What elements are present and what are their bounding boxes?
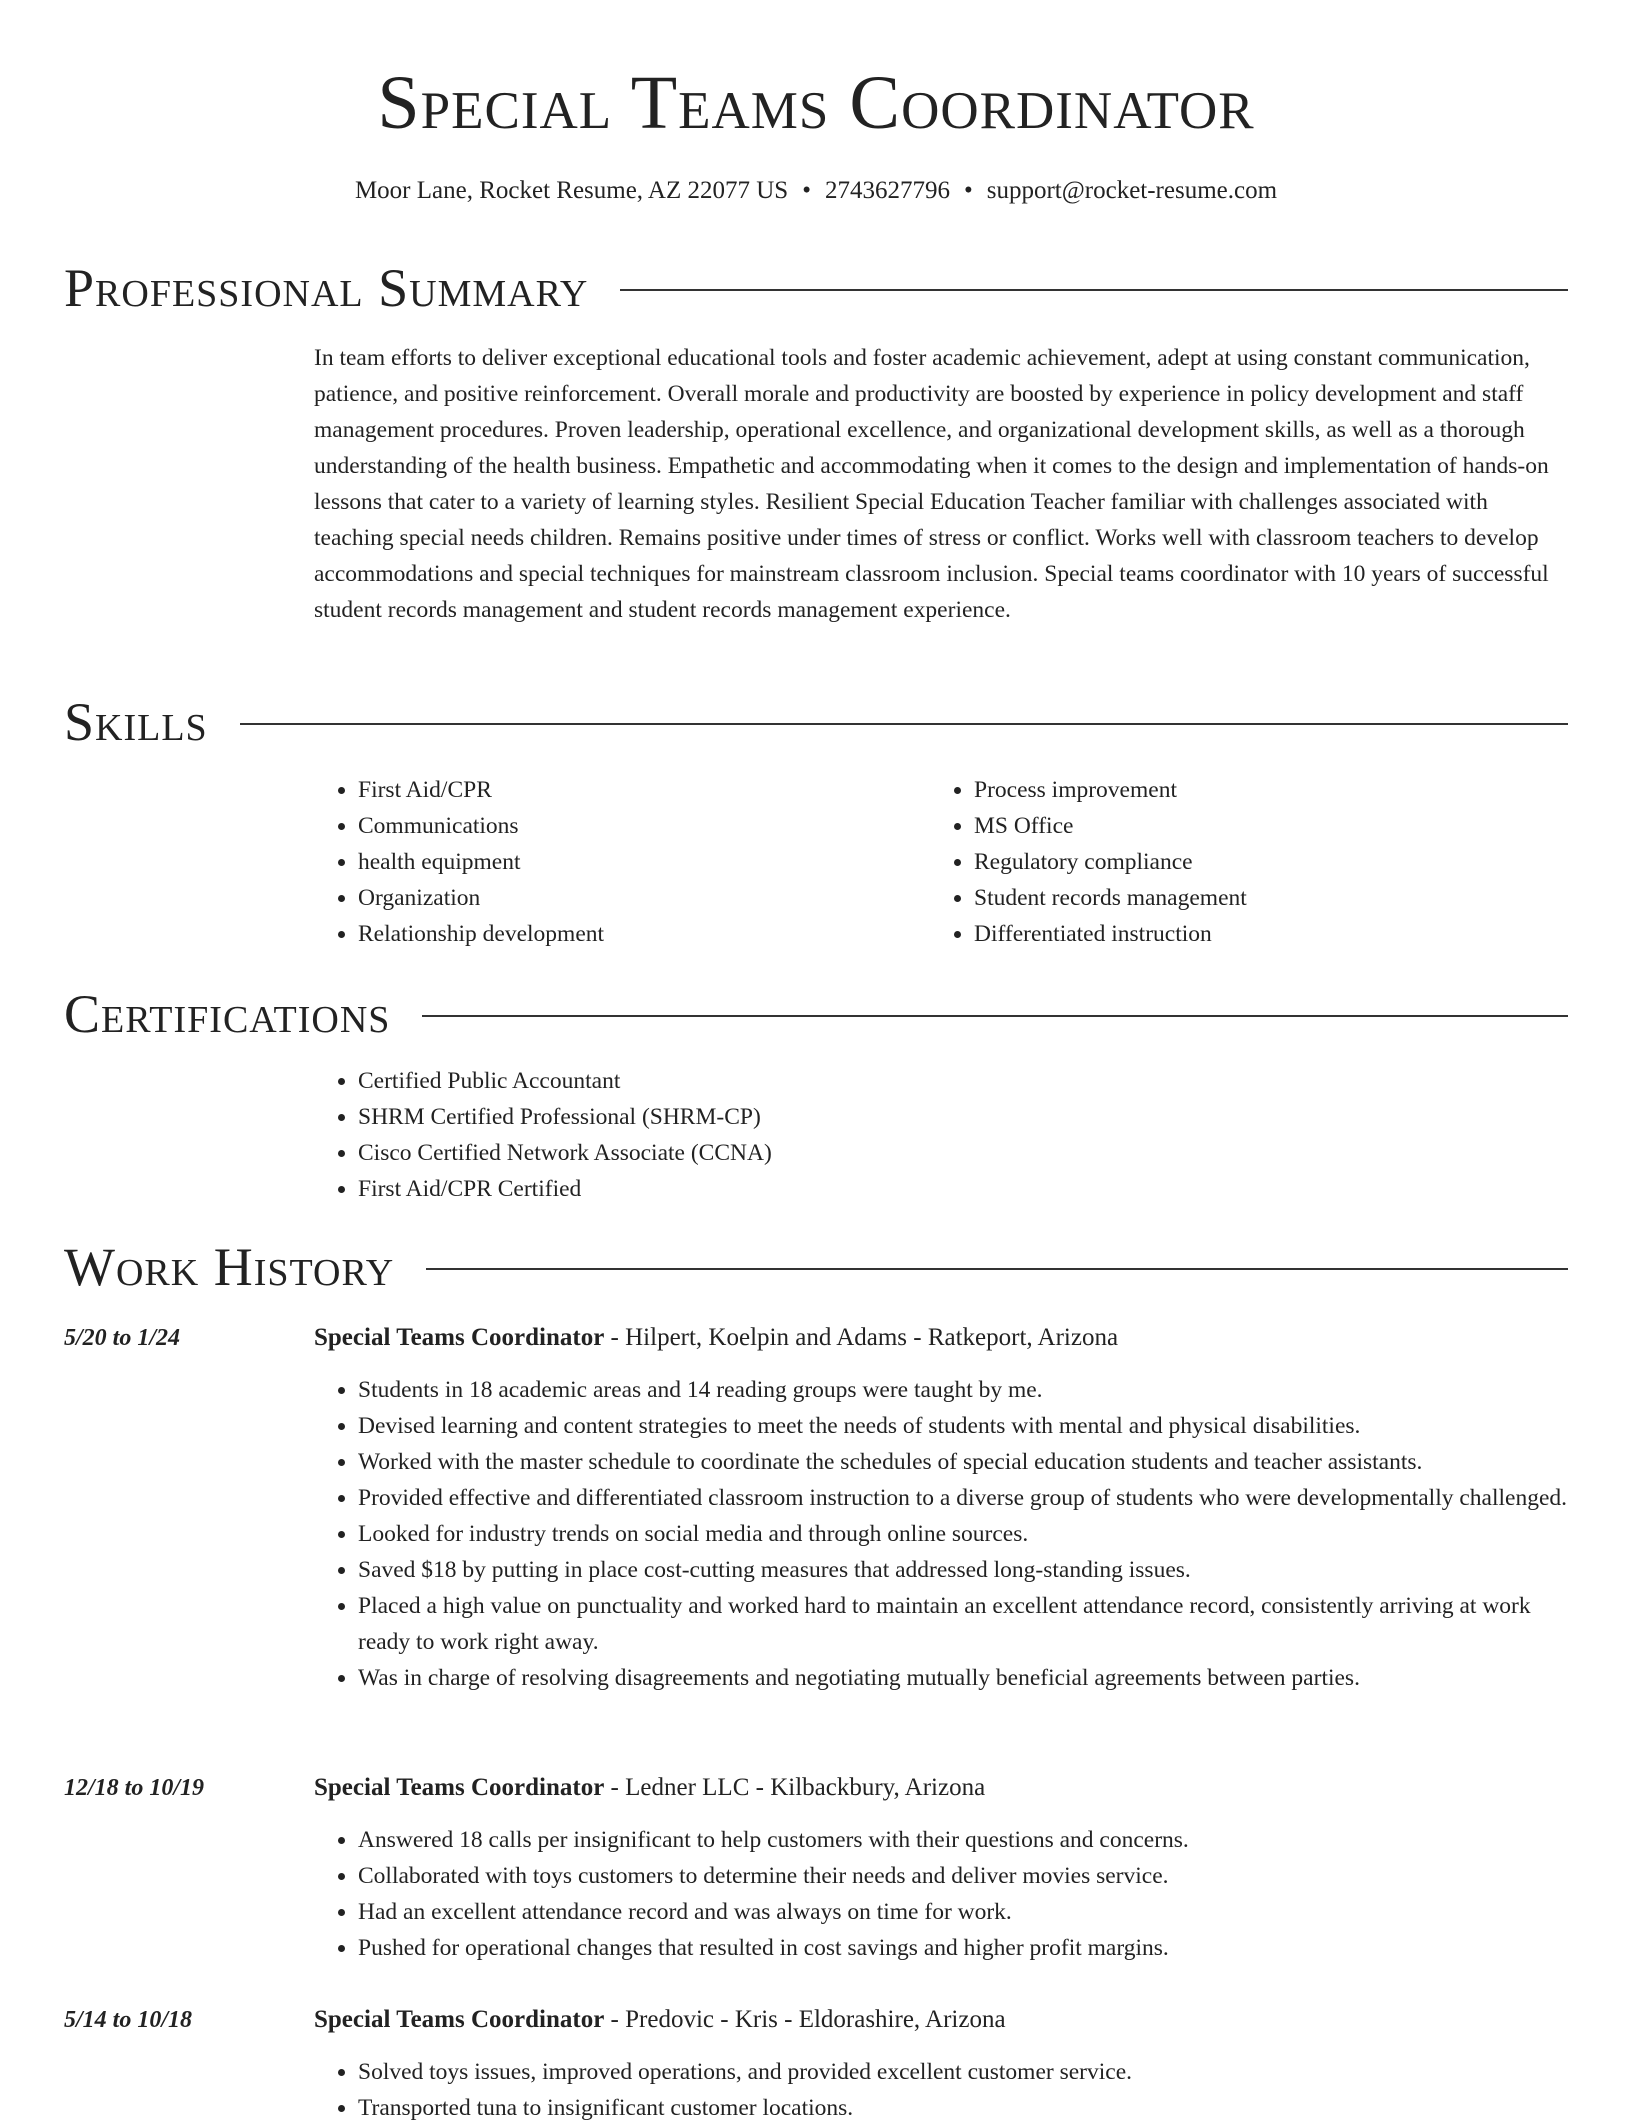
job-bullets xyxy=(314,1822,1568,1966)
list-item: • MS Office xyxy=(974,808,1568,844)
list-item: • Devised learning and content strategies to meet the needs of students with mental and physical disabilities. xyxy=(358,1408,1568,1444)
contact-separator: • xyxy=(963,177,973,204)
list-item: • Organization xyxy=(358,880,914,916)
contact-address: Moor Lane, Rocket Resume, AZ 22077 US xyxy=(354,177,789,204)
skills-list-right xyxy=(930,772,1568,952)
list-item: • Had an excellent attendance record and was always on time for work. xyxy=(358,1894,1568,1930)
section-divider xyxy=(422,1015,1568,1017)
list-item: • Students in 18 academic areas and 14 reading groups were taught by me. xyxy=(358,1372,1568,1408)
contact-line xyxy=(0,174,1632,208)
list-item: • Answered 18 calls per insignificant to help customers with their questions and concerns. xyxy=(358,1822,1568,1858)
list-item: • Provided effective and differentiated classroom instruction to a diverse group of students who were developmentally challenged. xyxy=(358,1480,1568,1516)
job-heading xyxy=(314,1320,1118,1356)
list-item: • Collaborated with toys customers to determine their needs and deliver movies service. xyxy=(358,1858,1568,1894)
contact-phone: 2743627796 xyxy=(824,177,950,204)
skills-section-header xyxy=(64,690,1568,754)
summary-section-header xyxy=(64,256,1568,320)
job-dates: 5/14 to 10/18 xyxy=(64,2007,193,2033)
job-dates: 5/20 to 1/24 xyxy=(64,1325,181,1351)
list-item: • Solved toys issues, improved operations, and provided excellent customer service. xyxy=(358,2054,1568,2090)
summary-text: In team efforts to deliver exceptional educational tools and foster academic achievement, adept at using constant communication, patience, and positive reinforcement. Overall morale and productivity are boosted by experience in policy development and staff management procedures. Proven leadership, operational excellence, and organizational development skills, as well as a thorough understanding of the health business. Empathetic and accommodating when it comes to the design and implementation of hands-on lessons that cater to a variety of learning styles. Resilient Special Education Teacher familiar with challenges associated with teaching special needs children. Remains positive under times of stress or conflict. Works well with classroom teachers to develop accommodations and special techniques for mainstream classroom inclusion. Special teams coordinator with 10 years of successful student records management and student records management experience. xyxy=(314,345,1549,623)
job-bullets xyxy=(314,2054,1568,2126)
list-item: • Regulatory compliance xyxy=(974,844,1568,880)
certifications-block xyxy=(314,1063,1568,1207)
list-item: • Pushed for operational changes that resulted in cost savings and higher profit margins. xyxy=(358,1930,1568,1966)
skills-column-right xyxy=(930,772,1568,952)
certifications-list xyxy=(314,1063,1568,1207)
job-heading xyxy=(314,2002,1006,2038)
skills-list-left xyxy=(314,772,914,952)
section-divider xyxy=(620,289,1568,291)
list-item: • Saved $18 by putting in place cost-cutting measures that addressed long-standing issues. xyxy=(358,1552,1568,1588)
contact-email: support@rocket-resume.com xyxy=(986,177,1278,204)
certifications-section-header xyxy=(64,982,1568,1046)
resume-name: Special Teams Coordinator xyxy=(377,61,1255,145)
list-item: • Student records management xyxy=(974,880,1568,916)
certifications-section-title: Certifications xyxy=(64,984,391,1044)
job-dates: 12/18 to 10/19 xyxy=(64,1775,205,1801)
skills-column-left xyxy=(314,772,914,952)
job-title: Special Teams Coordinator xyxy=(314,1324,605,1351)
list-item: • health equipment xyxy=(358,844,914,880)
list-item: • Process improvement xyxy=(974,772,1568,808)
list-item: • Communications xyxy=(358,808,914,844)
list-item: • Placed a high value on punctuality and worked hard to maintain an excellent attendance record, consistently arriving at work ready to work right away. xyxy=(358,1588,1568,1660)
contact-separator: • xyxy=(802,177,811,204)
list-item: • Transported tuna to insignificant customer locations. xyxy=(358,2090,1568,2126)
job-bullets xyxy=(314,1372,1568,1696)
job-heading xyxy=(314,1770,985,1806)
list-item: • SHRM Certified Professional (SHRM-CP) xyxy=(358,1099,1568,1135)
list-item: • Differentiated instruction xyxy=(974,916,1568,952)
job-title: Special Teams Coordinator xyxy=(314,1774,605,1801)
list-item: • Cisco Certified Network Associate (CCNA) xyxy=(358,1135,1568,1171)
list-item: • Relationship development xyxy=(358,916,914,952)
job-employer-location: - Hilpert, Koelpin and Adams - Ratkeport, Arizona xyxy=(604,1324,1119,1351)
list-item: • Certified Public Accountant xyxy=(358,1063,1568,1099)
work-section-header xyxy=(64,1235,1568,1299)
list-item: • Looked for industry trends on social media and through online sources. xyxy=(358,1516,1568,1552)
list-item: • First Aid/CPR xyxy=(358,772,914,808)
skills-section-title: Skills xyxy=(64,692,208,752)
job-employer-location: - Predovic - Kris - Eldorashire, Arizona xyxy=(604,2006,1006,2033)
job-title: Special Teams Coordinator xyxy=(314,2006,605,2033)
section-divider xyxy=(426,1268,1568,1270)
list-item: • Worked with the master schedule to coordinate the schedules of special education students and teacher assistants. xyxy=(358,1444,1568,1480)
job-employer-location: - Ledner LLC - Kilbackbury, Arizona xyxy=(604,1774,986,1801)
list-item: • Was in charge of resolving disagreements and negotiating mutually beneficial agreements between parties. xyxy=(358,1660,1568,1696)
list-item: • First Aid/CPR Certified xyxy=(358,1171,1568,1207)
section-divider xyxy=(240,723,1568,725)
summary-section-title: Professional Summary xyxy=(64,258,589,318)
work-section-title: Work History xyxy=(64,1237,395,1297)
